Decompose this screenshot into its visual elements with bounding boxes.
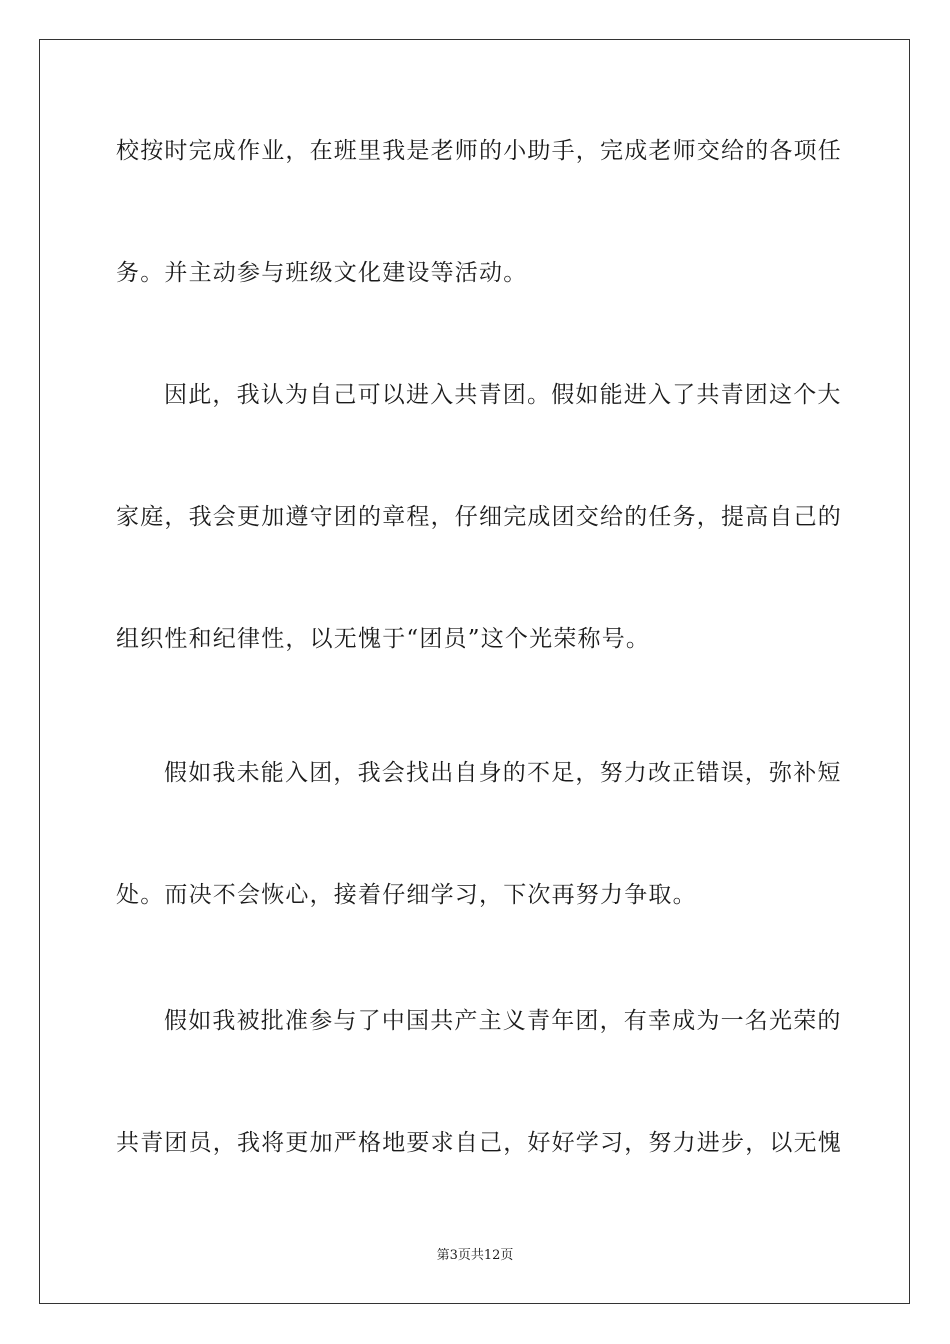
- body-text-line: 假如我未能入团，我会找出自身的不足，努力改正错误，弥补短: [164, 760, 842, 786]
- body-text-line: 校按时完成作业，在班里我是老师的小助手，完成老师交给的各项任: [116, 138, 842, 164]
- body-text-line: 处。而决不会恢心，接着仔细学习，下次再努力争取。: [116, 882, 697, 908]
- body-text-line: 家庭，我会更加遵守团的章程，仔细完成团交给的任务，提高自己的: [116, 504, 842, 530]
- body-text-line: 务。并主动参与班级文化建设等活动。: [116, 260, 528, 286]
- page-footer: [0, 1246, 950, 1266]
- page-border: [39, 39, 910, 1304]
- page-total: 共12页: [470, 1248, 514, 1263]
- body-text-line: 共青团员，我将更加严格地要求自己，好好学习，努力进步，以无愧: [116, 1130, 842, 1156]
- body-text-line: 组织性和纪律性，以无愧于“团员”这个光荣称号。: [116, 626, 651, 652]
- body-text-line: 因此，我认为自己可以进入共青团。假如能进入了共青团这个大: [164, 382, 842, 408]
- body-text-line: 假如我被批准参与了中国共产主义青年团，有幸成为一名光荣的: [164, 1008, 842, 1034]
- page-number: 第3页: [436, 1248, 471, 1263]
